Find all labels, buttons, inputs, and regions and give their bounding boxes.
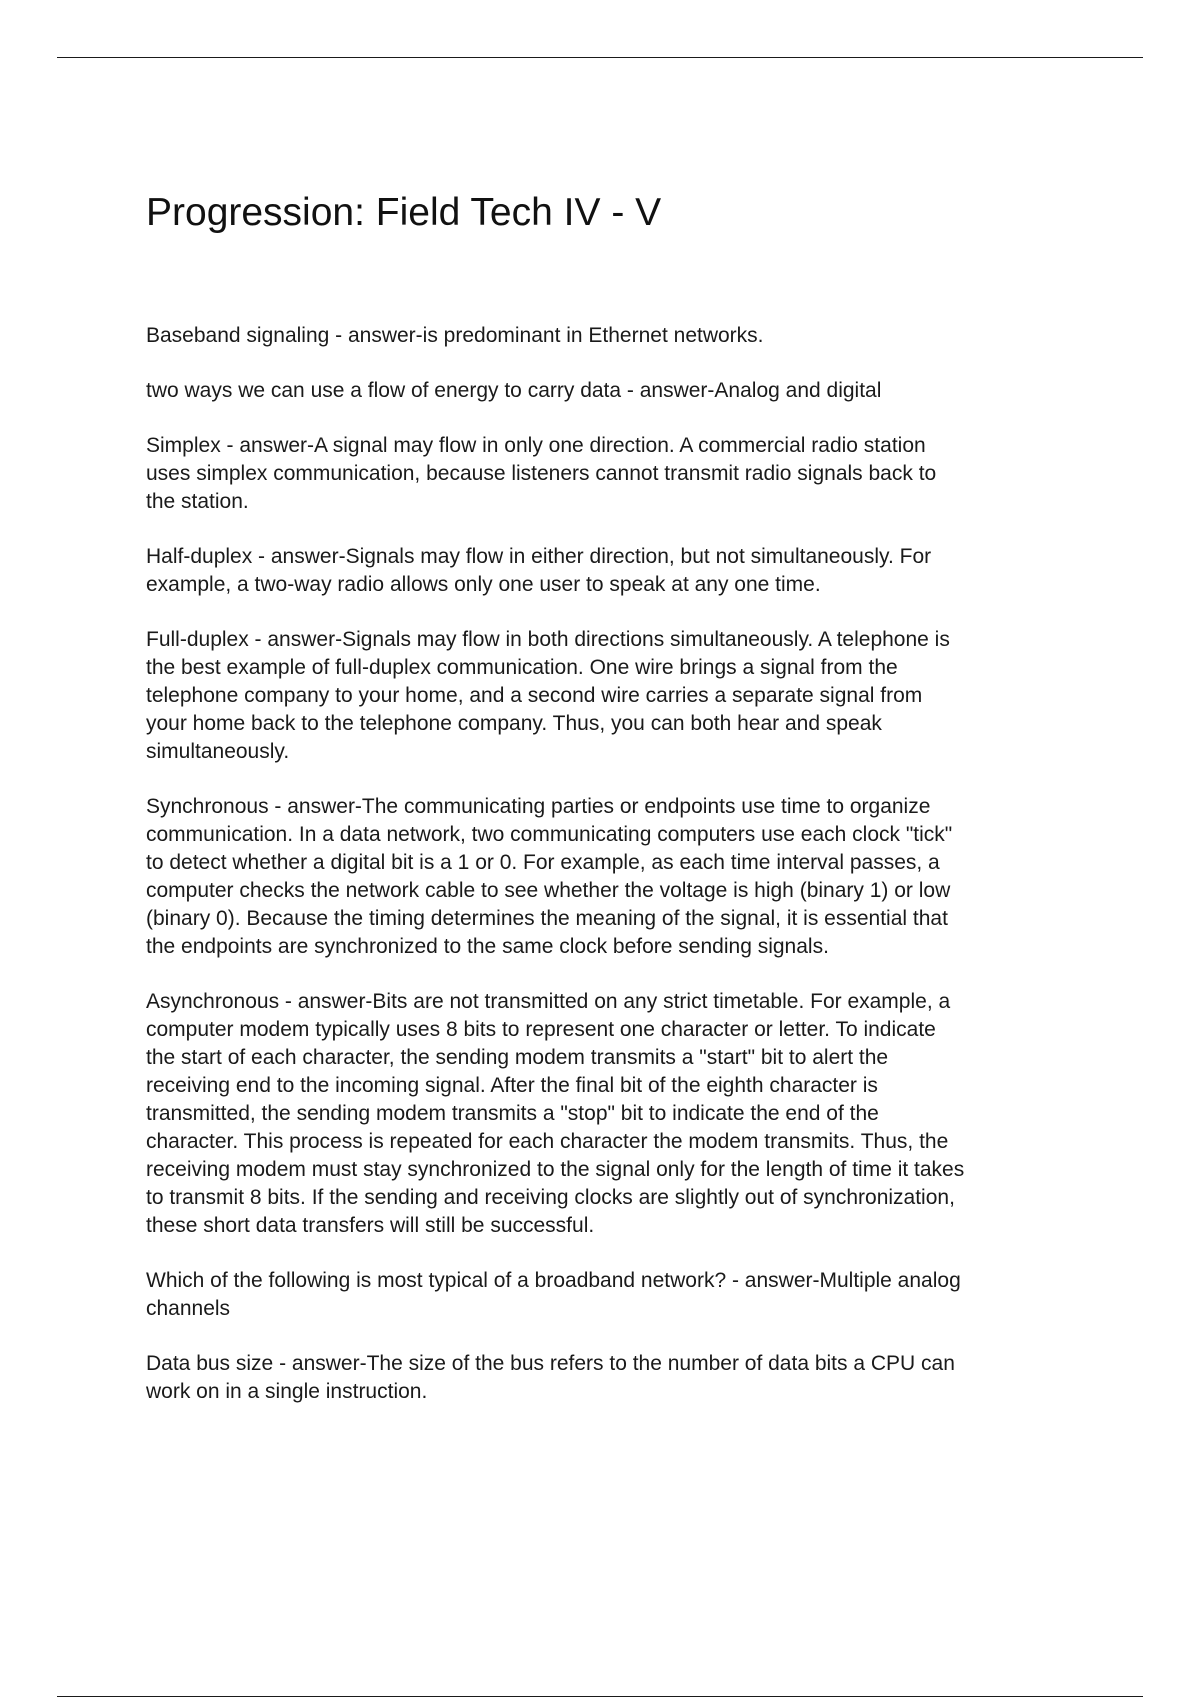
document-body [146, 322, 1091, 1433]
entry-asynchronous: Asynchronous - answer-Bits are not transmitted on any strict timetable. For example, a computer modem typically uses 8 bits to represent one character or letter. To indicate the start of each character, the sending modem transmits a "start" bit to alert the receiving end to the incoming signal. After the final bit of the eighth character is transmitted, the sending modem transmits a "stop" bit to indicate the end of the character. This process is repeated for each character the modem transmits. Thus, the receiving modem must stay synchronized to the signal only for the length of time it takes to transmit 8 bits. If the sending and receiving clocks are slightly out of synchronization, these short data transfers will still be successful. [146, 990, 965, 1237]
header-rule [57, 57, 1143, 58]
entry-half-duplex: Half-duplex - answer-Signals may flow in either direction, but not simultaneously. For example, a two-way radio allows only one user to speak at any one time. [146, 545, 932, 596]
entry-synchronous: Synchronous - answer-The communicating parties or endpoints use time to organize communication. In a data network, two communicating computers use each clock "tick" to detect whether a digital bit is a 1 or 0. For example, as each time interval passes, a computer checks the network cable to see whether the voltage is high (binary 1) or low (binary 0). Because the timing determines the meaning of the signal, it is essential that the endpoints are synchronized to the same clock before sending signals. [146, 795, 953, 958]
page-title: Progression: Field Tech IV - V [146, 191, 662, 234]
entry-simplex: Simplex - answer-A signal may flow in only one direction. A commercial radio station uses simplex communication, because listeners cannot transmit radio signals back to the station. [146, 434, 937, 513]
entry-energy-flow: two ways we can use a flow of energy to carry data - answer-Analog and digital [146, 379, 882, 402]
footer-rule [57, 1696, 1143, 1697]
entry-full-duplex: Full-duplex - answer-Signals may flow in both directions simultaneously. A telephone is the best example of full-duplex communication. One wire brings a signal from the telephone company to your home, and a second wire carries a separate signal from your home back to the telephone company. Thus, you can both hear and speak simultaneously. [146, 628, 950, 763]
entry-baseband-signaling: Baseband signaling - answer-is predominant in Ethernet networks. [146, 324, 764, 347]
entry-broadband-network: Which of the following is most typical of a broadband network? - answer-Multiple analog channels [146, 1269, 961, 1320]
entry-data-bus-size: Data bus size - answer-The size of the bus refers to the number of data bits a CPU can work on in a single instruction. [146, 1352, 955, 1403]
